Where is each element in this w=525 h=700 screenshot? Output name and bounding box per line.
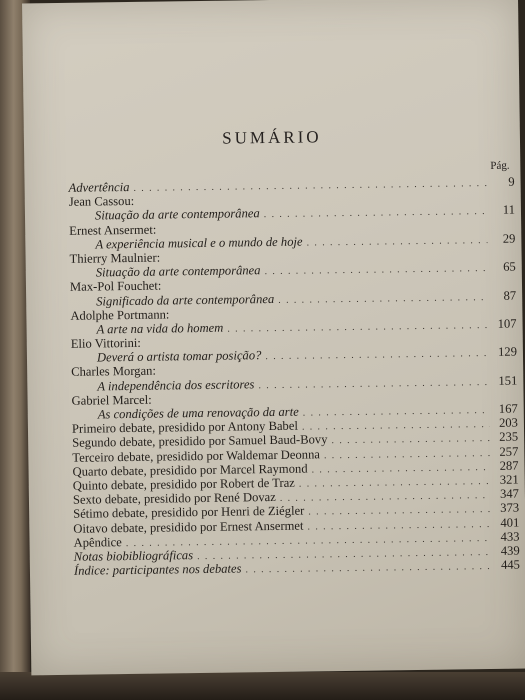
toc-entry-title: Advertência	[68, 179, 130, 195]
book-bottom-shadow	[0, 672, 525, 700]
toc-page-number: 87	[503, 288, 517, 303]
toc-page-number: 401	[500, 515, 520, 530]
toc-page-number: 347	[499, 486, 520, 501]
toc-page-number: 107	[497, 316, 517, 331]
toc-author: Thierry Maulnier:	[69, 250, 161, 266]
toc-page-number: 129	[497, 344, 518, 360]
toc-author: Adolphe Portmann:	[70, 307, 170, 323]
toc-entry-title: A arte na vida do homem	[96, 320, 224, 337]
toc-entry-title: Notas biobibliográficas	[73, 548, 194, 564]
toc-entry-title: Sétimo debate, presidido por Henri de Ziégler	[73, 503, 305, 522]
toc-page-number: 433	[500, 529, 520, 544]
toc-entry-title: Oitavo debate, presidido por Ernest Ansermet	[73, 518, 304, 536]
toc-author: Gabriel Marcel:	[71, 392, 152, 408]
toc-author: Jean Cassou:	[68, 194, 135, 210]
toc-entry-title: Terceiro debate, presidido por Waldemar Deonna	[72, 446, 320, 465]
toc-page-number: 65	[503, 259, 516, 274]
toc-page-number: 287	[499, 458, 519, 473]
page-column-header: Pág.	[490, 159, 510, 172]
toc-entry-title: Quinto debate, presidido por Robert de Traz	[72, 475, 295, 493]
toc-entry-title: Deverá o artista tomar posição?	[96, 348, 262, 365]
dot-leader	[245, 560, 492, 578]
page-title: SUMÁRIO	[222, 127, 322, 148]
toc-author: Charles Morgan:	[71, 364, 157, 380]
toc-page-number: 373	[500, 500, 520, 516]
toc-entry-title: Segundo debate, presidido por Samuel Baud-Bovy	[72, 432, 328, 451]
toc-author: Max-Pol Fouchet:	[69, 278, 162, 295]
toc-page-number: 257	[499, 444, 519, 459]
toc-entry-title: Significado da arte contemporânea	[96, 291, 275, 308]
toc-page-number: 29	[502, 231, 516, 246]
toc-page-number: 167	[498, 401, 518, 416]
toc-page-number: 11	[502, 202, 516, 218]
table-of-contents	[69, 175, 521, 578]
toc-author: Ernest Ansermet:	[69, 222, 157, 238]
toc-author: Elio Vittorini:	[70, 335, 141, 351]
toc-page-number: 9	[508, 174, 515, 189]
toc-entry-title: Primeiro debate, presidido por Antony Babel	[71, 418, 298, 436]
toc-page-number: 235	[499, 429, 519, 445]
toc-page-number: 445	[500, 557, 521, 572]
toc-page-number: 203	[498, 415, 519, 431]
toc-page-number: 151	[498, 373, 518, 388]
toc-entry-title: As condições de uma renovação da arte	[97, 404, 299, 422]
toc-entry-title: A independência dos escritores	[97, 376, 255, 394]
toc-entry-title: Apêndice	[73, 534, 122, 550]
toc-entry-title: Quarto debate, presidido por Marcel Raymond	[72, 461, 308, 479]
toc-page-number: 439	[500, 543, 520, 558]
toc-entry-title: Situação da arte contemporânea	[95, 263, 261, 280]
toc-entry-title: A experiência musical e o mundo de hoje	[95, 234, 303, 252]
toc-page-number: 321	[499, 472, 519, 487]
book-page	[22, 0, 525, 675]
dot-leader	[278, 290, 488, 307]
toc-entry-title: Situação da arte contemporânea	[94, 206, 260, 223]
toc-entry-title: Índice: participantes nos debates	[73, 561, 242, 578]
toc-entry-title: Sexto debate, presidido por René Dovaz	[72, 490, 276, 507]
dot-leader	[306, 234, 487, 251]
